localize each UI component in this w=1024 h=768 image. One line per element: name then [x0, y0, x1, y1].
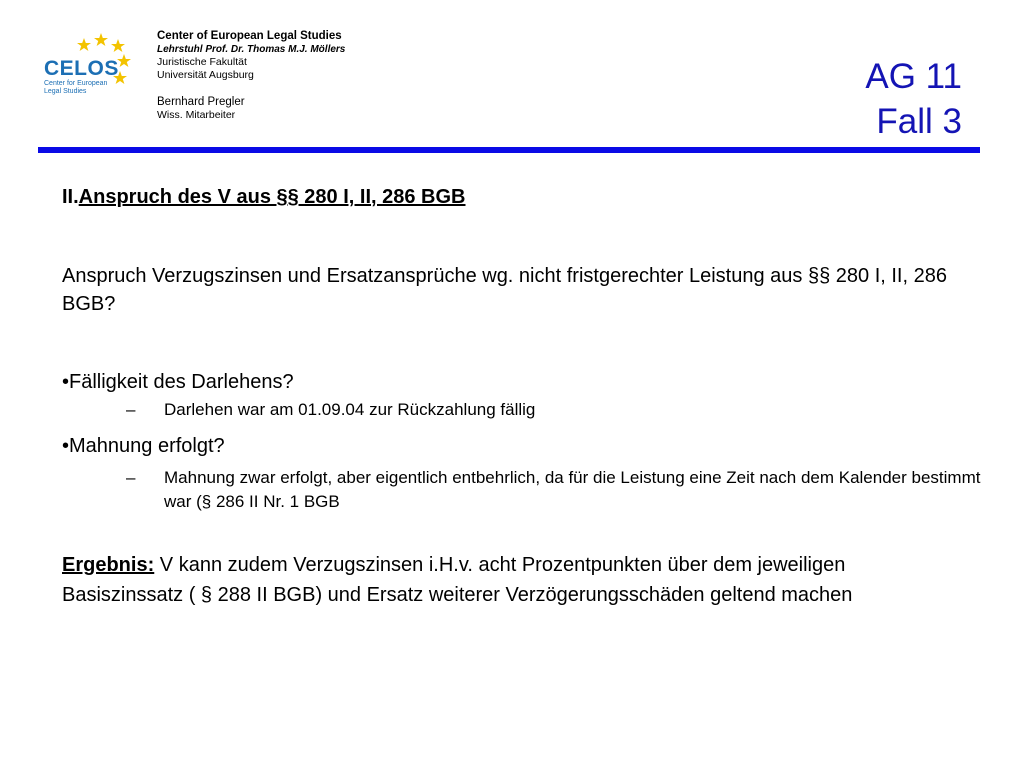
bullet-mahnung: •Mahnung erfolgt?	[62, 435, 225, 457]
star-icon	[111, 39, 125, 52]
title-line-2: Fall 3	[876, 102, 962, 141]
result-paragraph	[62, 550, 967, 610]
star-icon	[77, 38, 91, 51]
author-name: Bernhard Pregler	[157, 96, 245, 108]
sub-bullet-mahnung	[62, 466, 982, 514]
logo-subtitle-1: Center for European	[44, 80, 108, 87]
logo-subtitle-2: Legal Studies	[44, 88, 87, 95]
sub-bullet-faelligkeit	[62, 398, 982, 422]
slide-title	[865, 54, 962, 144]
institute-name: Center of European Legal Studies	[157, 30, 342, 42]
question-text: Anspruch Verzugszinsen und Ersatzansprüche wg. nicht fristgerechter Leistung aus §§ 280 I, II, 286 BGB?	[62, 265, 947, 315]
author-role: Wiss. Mitarbeiter	[157, 109, 236, 121]
institute-info	[157, 30, 345, 122]
section-heading	[62, 182, 982, 212]
result-label: Ergebnis:	[62, 554, 155, 576]
heading-text: Anspruch des V aus §§ 280 I, II, 286 BGB	[78, 186, 466, 208]
bullet-faelligkeit: •Fälligkeit des Darlehens?	[62, 371, 294, 393]
university-name: Universität Augsburg	[157, 69, 254, 81]
celos-logo	[38, 28, 144, 110]
sub-bullet-text: Darlehen war am 01.09.04 zur Rückzahlung fällig	[164, 400, 536, 419]
title-line-1: AG 11	[865, 57, 962, 96]
sub-bullet-text: Mahnung zwar erfolgt, aber eigentlich entbehrlich, da für die Leistung eine Zeit nach dem Kalender bestimmt war (§ 286 II Nr. 1 BGB	[164, 468, 981, 511]
heading-prefix: II.	[62, 186, 79, 208]
result-text: V kann zudem Verzugszinsen i.H.v. acht Prozentpunkten über dem jeweiligen Basiszinssatz ( § 288 II BGB) und Ersatz weiterer Verzögerungsschäden geltend machen	[62, 554, 853, 606]
chair-name: Lehrstuhl Prof. Dr. Thomas M.J. Möllers	[157, 44, 346, 55]
faculty-name: Juristische Fakultät	[157, 56, 247, 68]
logo-name: CELOS	[44, 57, 119, 80]
star-icon	[117, 54, 131, 67]
dash-marker: –	[126, 400, 136, 419]
dash-marker: –	[126, 468, 136, 487]
slide-content	[62, 182, 982, 610]
header-divider	[38, 147, 980, 153]
star-icon	[94, 33, 108, 46]
